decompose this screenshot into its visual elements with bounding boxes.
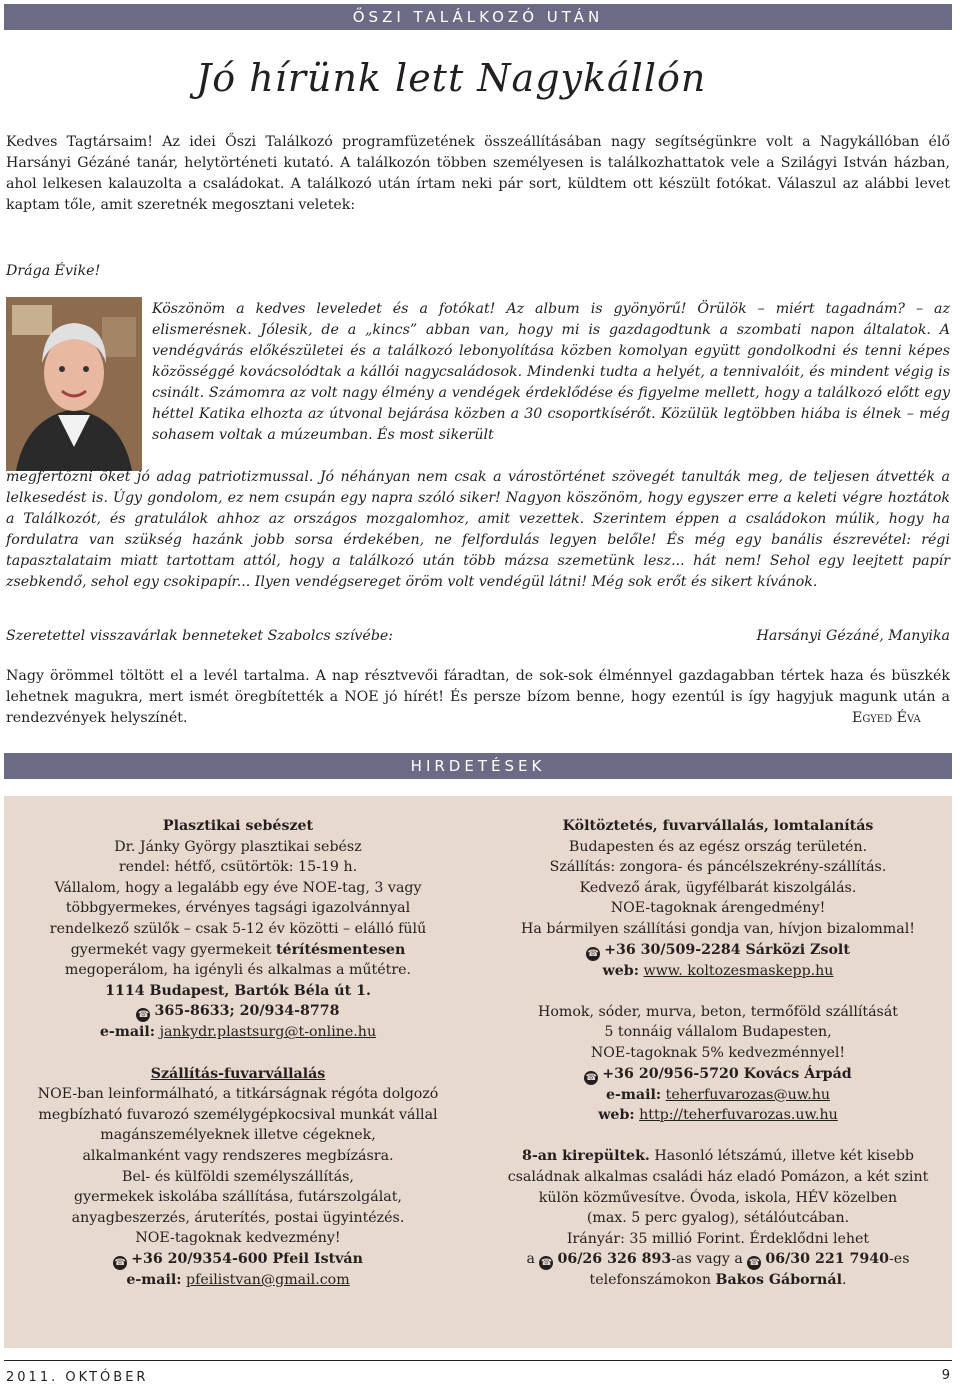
ads-banner: HIRDETÉSEK	[4, 753, 952, 779]
ad-title: 8-an kirepültek.	[521, 1148, 650, 1165]
email-label: e-mail:	[99, 1024, 156, 1041]
web-label: web:	[598, 1107, 635, 1124]
phone-icon: ☎	[114, 1257, 126, 1268]
ad-line: 5 tonnáig vállalom Budapesten,	[604, 1024, 832, 1041]
ads-left-column	[18, 816, 458, 1290]
ad-line: Kedvező árak, ügyfélbarát kiszolgálás.	[579, 879, 857, 896]
ad-phone: +36 20/956-5720 Kovács Árpád	[602, 1065, 852, 1082]
ad-sand	[498, 1002, 938, 1126]
author-name: Egyed Éva	[852, 710, 921, 726]
ad-line: magánszemélyeknek illetve cégeknek,	[100, 1127, 376, 1144]
ad-line: NOE-tagoknak 5% kedvezménnyel!	[590, 1044, 846, 1061]
section-banner: ŐSZI TALÁLKOZÓ UTÁN	[4, 4, 952, 30]
closing-paragraph: Nagy örömmel töltött el a levél tartalma. A nap résztvevői fáradtan, de sok-sok élménnyel gazdagabban tértek haza és büszkék lehetnek magukra, mert ismét öregbítették a NOE jó hírét! És persze bízom benne, hogy ezentúl is így hagyjuk magunk után a rendezvények helyszínét.	[6, 668, 950, 726]
web-link[interactable]: www. koltozesmaskepp.hu	[643, 962, 834, 979]
ad-line: Bel- és külföldi személyszállítás,	[122, 1168, 354, 1185]
ad-line: gyermekek iskolába szállítása, futárszolgálat,	[74, 1189, 402, 1206]
ad-line: alkalmanként vagy rendszeres megbízásra.	[82, 1147, 394, 1164]
ad-line: megbízható fuvarozó személygépkocsival munkát vállal	[38, 1106, 438, 1123]
ad-text: telefonszámokon	[589, 1272, 716, 1289]
email-label: e-mail:	[605, 1086, 662, 1103]
email-link[interactable]: jankydr.plastsurg@t-online.hu	[159, 1024, 377, 1041]
page-title: Jó hírünk lett Nagykállón	[196, 56, 707, 100]
ad-plastic	[18, 816, 458, 1043]
ad-line: Ha bármilyen szállítási gondja van, hívjon bizalommal!	[521, 920, 915, 937]
signature-greeting: Szeretettel visszavárlak benneteket Szabolcs szívébe:	[6, 628, 394, 644]
ads-right-column	[498, 816, 938, 1291]
phone-icon: ☎	[748, 1258, 760, 1269]
ad-line: NOE-ban leinformálható, a titkárságnak régóta dolgozó	[37, 1086, 439, 1103]
ads-box	[4, 796, 952, 1348]
ad-title: Plasztikai sebészet	[162, 818, 314, 834]
ad-line: külön közművesítve. Óvoda, iskola, HÉV közelben	[538, 1189, 898, 1206]
ad-line: rendel: hétfő, csütörtök: 15-19 h.	[118, 859, 358, 876]
ad-line: Irányár: 35 millió Forint. Érdeklődni lehet	[566, 1230, 870, 1247]
web-label: web:	[602, 962, 639, 979]
intro-paragraph: Kedves Tagtársaim! Az idei Őszi Találkozó programfüzetének összeállításában nagy segítségünkre volt a Nagykállóban élő Harsányi Gézáné tanár, helytörténeti kutató. A találkozón többen személyesen is találkozhattatok vele a Szilágyi István házban, ahol lelkesen kalauzolta a családokat. A találkozó után írtam neki pár sort, küldtem ott készült fotókat. Válaszul az alábbi levet kaptam tőle, amit szeretnék megosztani veletek:	[6, 134, 950, 213]
ad-contact: Bakos Gábornál	[715, 1272, 842, 1289]
ad-line: rendelkező szülők – csak 5-12 év közötti – elálló fülű	[49, 920, 427, 937]
ad-line: megoperálom, ha igényli és alkalmas a műtétre.	[64, 962, 412, 979]
ad-moving	[498, 816, 938, 981]
ad-text: .	[841, 1272, 847, 1289]
phone-icon: ☎	[587, 948, 599, 959]
ad-phone: 06/30 221 7940	[765, 1251, 889, 1268]
letter-salutation: Drága Évike!	[6, 263, 101, 279]
ad-highlight: térítésmentesen	[276, 941, 406, 958]
ad-text: -as vagy a	[671, 1251, 748, 1268]
ad-line: családnak alkalmas családi ház eladó Pomázon, a két szint	[507, 1168, 929, 1185]
ad-line: Vállalom, hogy a legalább egy éve NOE-tag, 3 vagy	[54, 879, 422, 896]
ad-line: Budapesten és az egész ország területén.	[568, 838, 868, 855]
ad-text: a	[526, 1251, 540, 1268]
ad-line: Hasonló létszámú, illetve két kisebb	[649, 1148, 915, 1165]
issue-date: 2011. OKTÓBER	[6, 1370, 149, 1385]
ad-line: (max. 5 perc gyalog), sétálóutcában.	[586, 1210, 850, 1227]
email-link[interactable]: pfeilistvan@gmail.com	[186, 1271, 350, 1288]
letter-body-rest: megfertőzni őket jó adag patriotizmussal. Jó néhányan nem csak a várostörténet szövegét tanulták meg, de teljesen átvették a lelkesedést is. Úgy gondolom, ez nem csupán egy napra szóló siker! Nagyon köszönöm, hogy egyszer erre a keleti végre hoztátok a Találkozót, és gratulálok ahhoz az országos mozgalomhoz, amit vezettek. Szerintem éppen a családokon múlik, hogy ha fordulatra van szükség hazánk jobb sorsa érdekében, ne felfordulás legyen belőle! És még egy banális észrevétel: régi tapasztalataim miatt tartottam attól, hogy a találkozó után több mázsa szemetünk lesz... hát nem! Sehol egy leejtett papír zsebkendő, sehol egy csokipapír... Ilyen vendégsereget öröm volt vendégül látni! Még sok erőt és sikert kívánok.	[6, 469, 950, 590]
phone-icon: ☎	[585, 1072, 597, 1083]
ad-transport	[18, 1064, 458, 1291]
ad-title: Költöztetés, fuvarvállalás, lomtalanítás	[562, 818, 874, 834]
ad-address: 1114 Budapest, Bartók Béla út 1.	[105, 982, 371, 999]
ad-text: -es	[889, 1251, 910, 1268]
ad-phone: 365-8633; 20/934-8778	[154, 1003, 340, 1020]
ad-line: anyagbeszerzés, áruterítés, postai ügyintézés.	[71, 1209, 405, 1226]
ad-line: Szállítás: zongora- és páncélszekrény-szállítás.	[549, 859, 887, 876]
portrait-photo	[6, 297, 142, 471]
letter-signature-row	[6, 628, 950, 644]
phone-icon: ☎	[137, 1010, 150, 1021]
footer-rule	[4, 1360, 952, 1361]
ad-title: Szállítás-fuvarvállalás	[150, 1065, 326, 1082]
ad-line: NOE-tagoknak árengedmény!	[610, 900, 826, 917]
email-label: e-mail:	[126, 1271, 182, 1288]
web-link[interactable]: http://teherfuvarozas.uw.hu	[639, 1107, 838, 1124]
ad-line: NOE-tagoknak kedvezmény!	[135, 1230, 341, 1247]
ad-line: Dr. Jánky György plasztikai sebész	[114, 838, 362, 855]
ad-house	[498, 1146, 938, 1291]
ad-phone: +36 20/9354-600 Pfeil István	[131, 1250, 363, 1267]
page-number: 9	[941, 1368, 950, 1383]
letter-body-top: Köszönöm a kedves leveledet és a fotókat! Az album is gyönyörű! Örülök – miért tagadnám? – az elismerésnek. Jólesik, de a „kincs” abban van, hogy mi is gazdagodtunk a szombati napon általatok. A vendégvárás előkészületei és a találkozó lebonyolítása közben komolyan együtt gondolkodni és tenni képes közösséggé kovácsolódtak a kállói nagycsaládosok. Mindenki tudta a helyét, a tennivalóit, és mindent végig is csinált. Számomra az volt nagy élmény a vendégek érdeklődése és figyelme mellett, hogy a találkozó előtt egy héttel Katika elhozta az útvonal bejárása közben a 30 csoportkísérőt. Közülük legtöbben hiába is élnek – még sohasem voltak a múzeumban. És most sikerült	[152, 301, 950, 443]
ad-phone: +36 30/509-2284 Sárközi Zsolt	[604, 941, 850, 958]
signature-name: Harsányi Gézáné, Manyika	[756, 628, 950, 644]
ad-phone: 06/26 326 893	[557, 1251, 672, 1268]
email-link[interactable]: teherfuvarozas@uw.hu	[665, 1086, 831, 1103]
ad-line: többgyermekes, érvényes tagsági igazolvánnyal	[65, 900, 411, 917]
phone-icon: ☎	[540, 1258, 553, 1269]
ad-line: gyermekét vagy gyermekeit	[70, 941, 276, 958]
ad-line: Homok, sóder, murva, beton, termőföld szállítását	[537, 1003, 899, 1020]
